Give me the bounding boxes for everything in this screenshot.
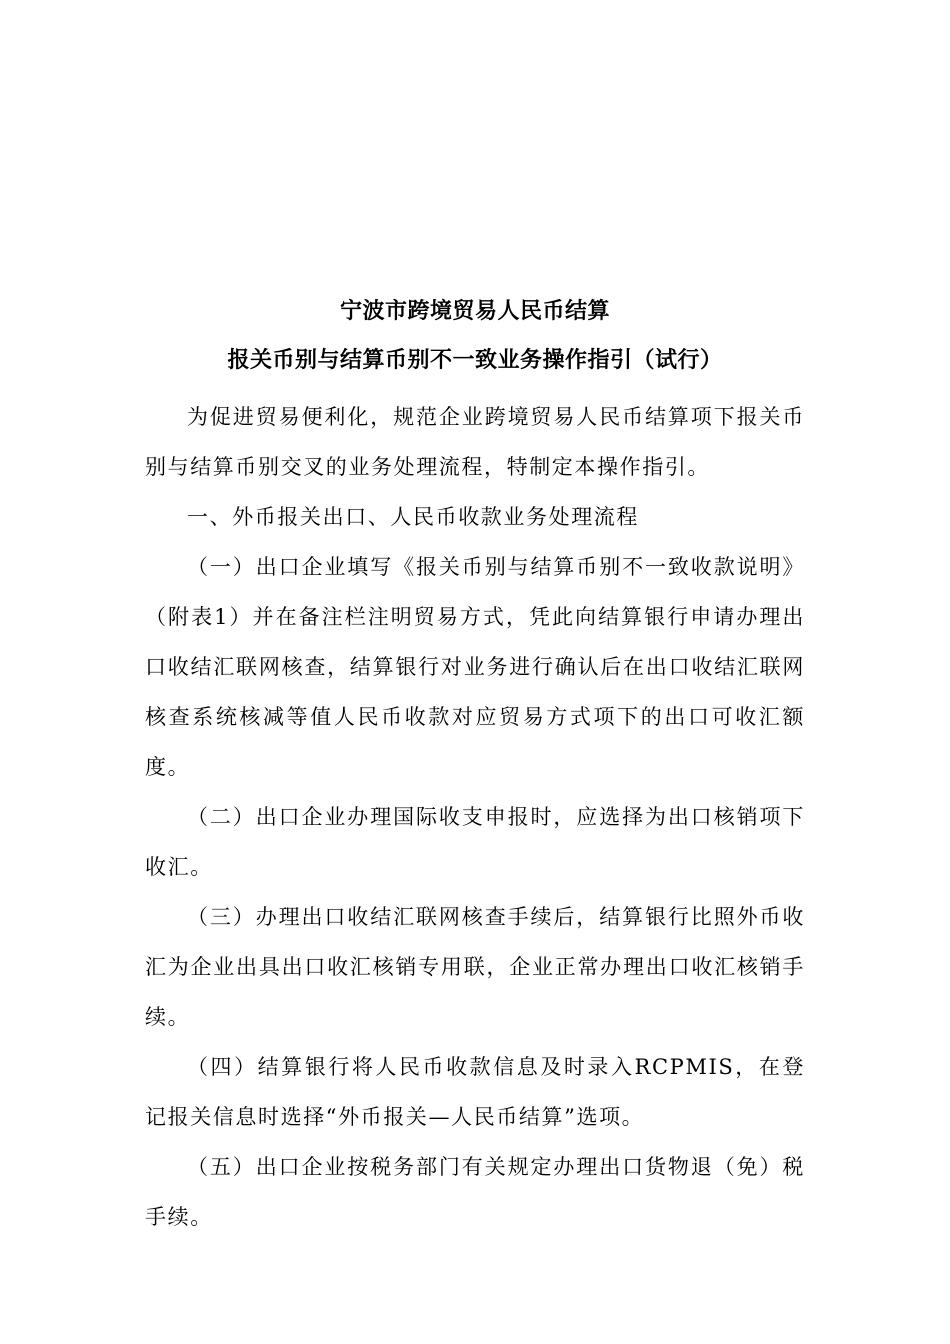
- document-body: [145, 392, 805, 1242]
- item-paragraph-4: （四）结算银行将人民币收款信息及时录入RCPMIS，在登记报关信息时选择“外币报关—人民币结算”选项。: [145, 1055, 805, 1129]
- item-paragraph-3: （三）办理出口收结汇联网核查手续后，结算银行比照外币收汇为企业出具出口收汇核销专用联，企业正常办理出口收汇核销手续。: [145, 905, 805, 1029]
- intro-paragraph: 为促进贸易便利化，规范企业跨境贸易人民币结算项下报关币别与结算币别交叉的业务处理流程，特制定本操作指引。: [145, 405, 805, 479]
- item-paragraph-5: （五）出口企业按税务部门有关规定办理出口货物退（免）税手续。: [145, 1155, 805, 1229]
- document-title-line-2: 报关币别与结算币别不一致业务操作指引（试行）: [227, 348, 723, 373]
- item-paragraph-1: （一）出口企业填写《报关币别与结算币别不一致收款说明》（附表1）并在备注栏注明贸易方式，凭此向结算银行申请办理出口收结汇联网核查，结算银行对业务进行确认后在出口收结汇联网核查系统核减等值人民币收款对应贸易方式项下的出口可收汇额度。: [145, 555, 805, 779]
- section-heading-1: 一、外币报关出口、人民币收款业务处理流程: [187, 505, 639, 529]
- document-title-line-1: 宁波市跨境贸易人民币结算: [339, 299, 610, 324]
- item-paragraph-2: （二）出口企业办理国际收支申报时，应选择为出口核销项下收汇。: [145, 805, 805, 879]
